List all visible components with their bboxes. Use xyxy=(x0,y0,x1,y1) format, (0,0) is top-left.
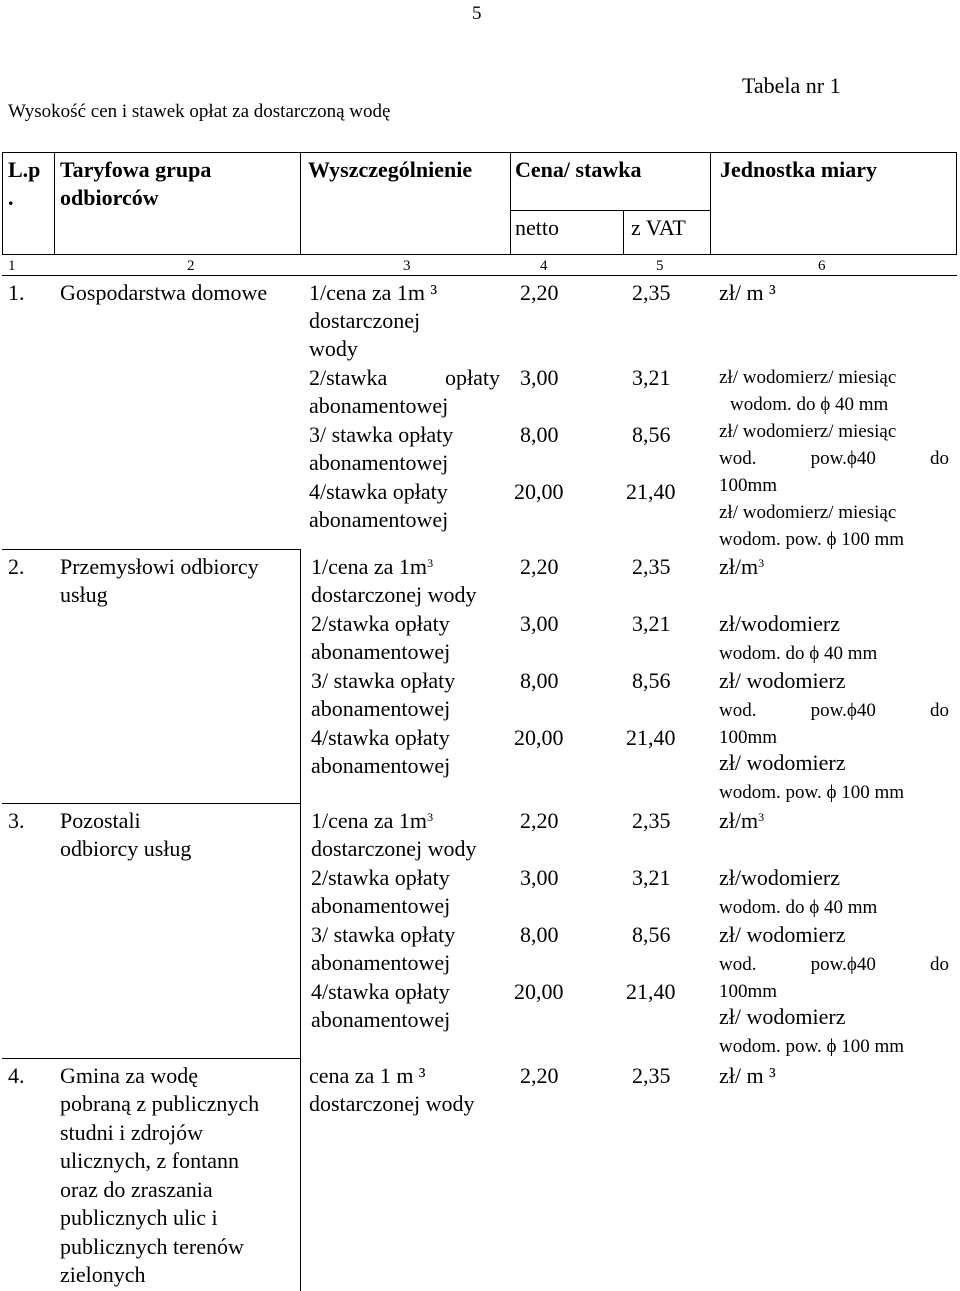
vat-value: 8,56 xyxy=(632,922,671,947)
header-group-line1: Taryfowa grupa xyxy=(60,157,212,182)
detail-word: opłaty xyxy=(445,365,500,390)
header-group-line2: odbiorców xyxy=(60,185,159,210)
unit-value: zł/ wodomierz xyxy=(719,1004,846,1029)
netto-value: 2,20 xyxy=(520,808,559,833)
unit-value: wodom. do ϕ 40 mm xyxy=(719,643,878,664)
detail-line: abonamentowej xyxy=(309,450,449,475)
right-border xyxy=(956,152,957,254)
detail-line: abonamentowej xyxy=(311,753,451,778)
detail-text: 1/cena za 1m xyxy=(311,808,428,833)
unit-value xyxy=(719,951,949,978)
unit-text: zł/m xyxy=(719,808,759,833)
unit-value xyxy=(719,553,764,581)
row-group: odbiorcy usług xyxy=(60,836,192,861)
divider-detail xyxy=(510,152,511,254)
netto-value: 2,20 xyxy=(520,1063,559,1088)
netto-value: 3,00 xyxy=(520,611,559,636)
col-number-4: 4 xyxy=(540,258,548,274)
unit-word: wod. xyxy=(719,448,757,469)
header-lp-dot: . xyxy=(8,185,14,210)
divider-netto xyxy=(623,210,624,254)
row-group: publicznych terenów xyxy=(60,1234,244,1259)
unit-value xyxy=(719,807,764,835)
detail-line: 3/ stawka opłaty xyxy=(309,422,454,447)
detail-line: 4/stawka opłaty xyxy=(311,725,450,750)
vat-value: 2,35 xyxy=(632,1063,671,1088)
vat-value: 8,56 xyxy=(632,668,671,693)
detail-line: abonamentowej xyxy=(311,893,451,918)
vat-value: 3,21 xyxy=(632,365,671,390)
vat-value: 21,40 xyxy=(626,979,676,1004)
detail-line: dostarczonej xyxy=(309,308,421,333)
netto-value: 20,00 xyxy=(514,979,564,1004)
row-lp: 4. xyxy=(8,1063,25,1088)
price-subheader-divider xyxy=(510,210,710,211)
row-group: Pozostali xyxy=(60,808,141,833)
detail-line xyxy=(311,553,433,581)
row-group: Przemysłowi odbiorcy xyxy=(60,554,259,579)
detail-text: 1/cena za 1m xyxy=(311,554,428,579)
unit-value: zł/ wodomierz/ miesiąc xyxy=(719,502,897,523)
unit-value: zł/ wodomierz xyxy=(719,922,846,947)
left-border xyxy=(2,152,3,254)
vat-value: 3,21 xyxy=(632,611,671,636)
group-column-divider xyxy=(300,549,301,1291)
unit-word: pow.ϕ40 xyxy=(810,954,876,975)
unit-value: wodom. pow. ϕ 100 mm xyxy=(719,529,905,550)
col-number-row-border xyxy=(2,275,957,276)
unit-value: zł/ wodomierz xyxy=(719,668,846,693)
detail-word: 2/stawka xyxy=(309,365,388,390)
unit-value: wodom. pow. ϕ 100 mm xyxy=(719,1036,905,1057)
netto-value: 3,00 xyxy=(520,365,559,390)
detail-line: cena za 1 m ³ xyxy=(309,1063,426,1088)
unit-value: zł/ m ³ xyxy=(719,1063,776,1088)
col-number-5: 5 xyxy=(656,258,664,274)
vat-value: 21,40 xyxy=(626,725,676,750)
detail-line: 4/stawka opłaty xyxy=(311,979,450,1004)
detail-line: wody xyxy=(309,336,358,361)
col-number-1: 1 xyxy=(8,258,16,274)
unit-text: zł/m xyxy=(719,554,759,579)
col-number-6: 6 xyxy=(818,258,826,274)
header-netto: netto xyxy=(515,215,559,240)
unit-value: wodom. do ϕ 40 mm xyxy=(719,897,878,918)
detail-line: 3/ stawka opłaty xyxy=(311,668,456,693)
unit-word: do xyxy=(929,700,949,721)
detail-line: abonamentowej xyxy=(311,1007,451,1032)
detail-line: 2/stawka opłaty xyxy=(311,865,450,890)
detail-line xyxy=(309,364,500,392)
superscript: 3 xyxy=(427,556,434,570)
row-group: zielonych xyxy=(60,1262,146,1287)
unit-value xyxy=(719,697,949,724)
unit-value: 100mm xyxy=(719,981,778,1002)
row-group: ulicznych, z fontann xyxy=(60,1148,239,1173)
unit-value: 100mm xyxy=(719,475,778,496)
vat-value: 2,35 xyxy=(632,808,671,833)
divider-lp xyxy=(54,152,55,254)
unit-value: zł/ wodomierz/ miesiąc xyxy=(719,421,897,442)
unit-value: 100mm xyxy=(719,727,778,748)
netto-value: 2,20 xyxy=(520,554,559,579)
netto-value: 3,00 xyxy=(520,865,559,890)
netto-value: 2,20 xyxy=(520,280,559,305)
row-lp: 1. xyxy=(8,280,25,305)
vat-value: 3,21 xyxy=(632,865,671,890)
unit-value: zł/wodomierz xyxy=(719,865,840,890)
detail-line: abonamentowej xyxy=(311,639,451,664)
vat-value: 2,35 xyxy=(632,280,671,305)
unit-value: wodom. do ϕ 40 mm xyxy=(730,394,889,415)
page-number: 5 xyxy=(472,3,482,24)
vat-value: 8,56 xyxy=(632,422,671,447)
header-detail: Wyszczególnienie xyxy=(308,157,473,182)
unit-value: zł/ m ³ xyxy=(719,280,776,305)
detail-line: abonamentowej xyxy=(311,696,451,721)
unit-value: zł/wodomierz xyxy=(719,611,840,636)
superscript: 3 xyxy=(758,556,765,570)
row-group: Gmina za wodę xyxy=(60,1063,199,1088)
detail-line: 3/ stawka opłaty xyxy=(311,922,456,947)
table-top-border xyxy=(2,152,957,153)
netto-value: 20,00 xyxy=(514,725,564,750)
unit-word: pow.ϕ40 xyxy=(810,448,876,469)
row-lp: 2. xyxy=(8,554,25,579)
unit-value: zł/ wodomierz xyxy=(719,750,846,775)
row-separator-1 xyxy=(2,549,300,550)
divider-group xyxy=(300,152,301,254)
row-separator-3 xyxy=(2,1058,300,1059)
unit-word: do xyxy=(929,448,949,469)
detail-line: abonamentowej xyxy=(309,393,449,418)
divider-price xyxy=(710,152,711,254)
vat-value: 2,35 xyxy=(632,554,671,579)
detail-line: dostarczonej wody xyxy=(309,1091,475,1116)
col-number-3: 3 xyxy=(403,258,411,274)
unit-word: wod. xyxy=(719,954,757,975)
header-bottom-border xyxy=(2,254,957,255)
superscript: 3 xyxy=(427,810,434,824)
unit-value: wodom. pow. ϕ 100 mm xyxy=(719,782,905,803)
detail-line: dostarczonej wody xyxy=(311,582,477,607)
row-lp: 3. xyxy=(8,808,25,833)
detail-line xyxy=(311,807,433,835)
row-group: studni i zdrojów xyxy=(60,1120,203,1145)
netto-value: 8,00 xyxy=(520,668,559,693)
row-group: oraz do zraszania xyxy=(60,1177,213,1202)
netto-value: 20,00 xyxy=(514,479,564,504)
unit-word: wod. xyxy=(719,700,757,721)
row-group: usług xyxy=(60,582,108,607)
detail-line: abonamentowej xyxy=(309,507,449,532)
vat-value: 21,40 xyxy=(626,479,676,504)
row-group: publicznych ulic i xyxy=(60,1205,218,1230)
row-group: pobraną z publicznych xyxy=(60,1091,260,1116)
table-label: Tabela nr 1 xyxy=(742,73,841,98)
row-group: Gospodarstwa domowe xyxy=(60,280,268,305)
unit-value xyxy=(719,445,949,472)
detail-line: 1/cena za 1m ³ xyxy=(309,280,438,305)
table-caption: Wysokość cen i stawek opłat za dostarczoną wodę xyxy=(8,101,391,122)
header-price: Cena/ stawka xyxy=(515,157,642,182)
unit-word: do xyxy=(929,954,949,975)
header-lp: L.p xyxy=(8,157,41,182)
netto-value: 8,00 xyxy=(520,422,559,447)
header-unit: Jednostka miary xyxy=(720,157,878,182)
header-zvat: z VAT xyxy=(631,215,686,240)
row-separator-2 xyxy=(2,803,300,804)
netto-value: 8,00 xyxy=(520,922,559,947)
col-number-2: 2 xyxy=(187,258,195,274)
detail-line: dostarczonej wody xyxy=(311,836,477,861)
detail-line: abonamentowej xyxy=(311,950,451,975)
detail-line: 4/stawka opłaty xyxy=(309,479,448,504)
unit-word: pow.ϕ40 xyxy=(810,700,876,721)
superscript: 3 xyxy=(758,810,765,824)
detail-line: 2/stawka opłaty xyxy=(311,611,450,636)
unit-value: zł/ wodomierz/ miesiąc xyxy=(719,367,897,388)
